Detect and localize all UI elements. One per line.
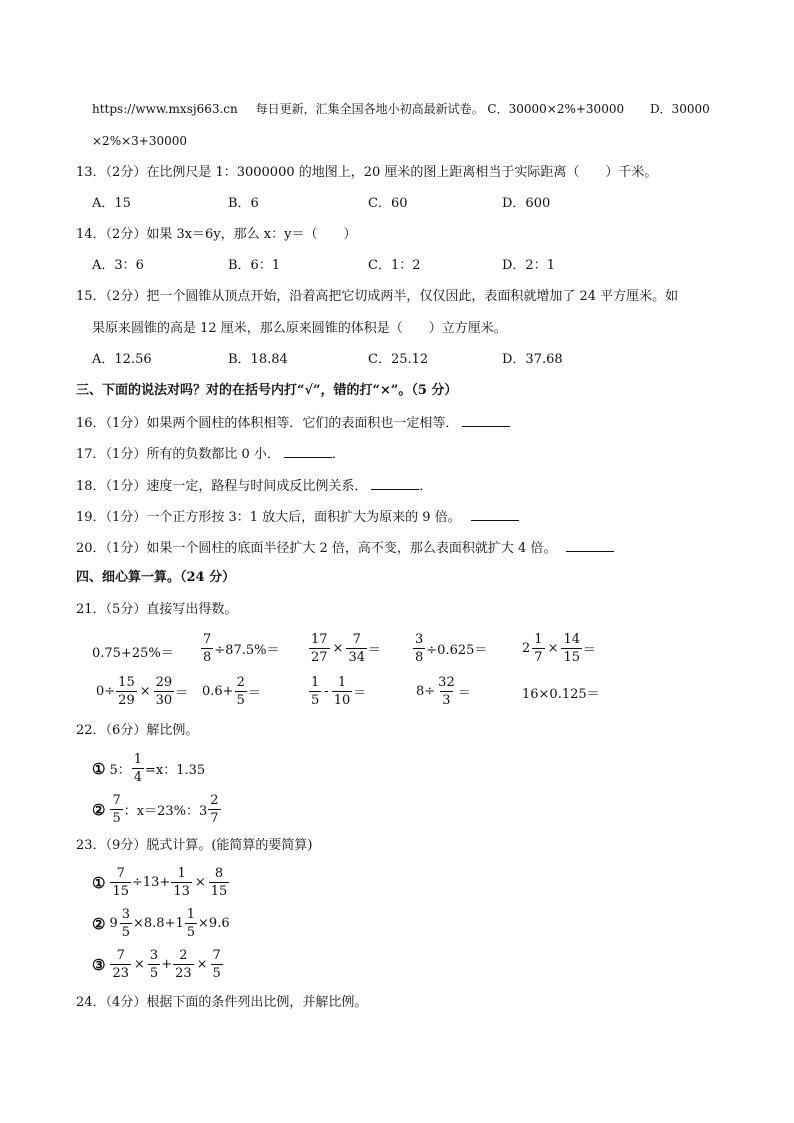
fraction: $\frac{1}{13}$ (173, 866, 190, 899)
question-19-text: 19．（1分）一个正方形按 3：1 放大后，面积扩大为原来的 9 倍。 (76, 510, 461, 525)
fraction: $\frac{7}{5}$ (112, 793, 121, 826)
q23-expr-1: ① $\frac{7}{15}$ ÷13+ $\frac{1}{13}$ × $\frac{8}{15}$ (92, 866, 228, 899)
q22-proportion-1: ① 5： $\frac{1}{4}$ =x：1.35 (92, 752, 206, 785)
fraction: $\frac{14}{15}$ (563, 632, 581, 665)
question-22: 22．（6分）解比例。 (76, 723, 199, 738)
q13-option-c: C．60 (368, 196, 408, 211)
question-16 (76, 414, 510, 432)
question-24: 24．（4分）根据下面的条件列出比例，并解比例。 (76, 995, 368, 1010)
question-14: 14．（2分）如果 3x＝6y，那么 x：y＝（ ） (76, 227, 357, 242)
fraction: $\frac{2}{7}$ (210, 793, 219, 826)
answer-blank[interactable] (471, 508, 519, 521)
fraction: $\frac{2}{5}$ (236, 675, 245, 708)
fraction: $\frac{7}{8}$ (203, 632, 212, 665)
fraction: $\frac{32}{3}$ (438, 675, 455, 708)
fraction: $\frac{8}{15}$ (210, 866, 228, 899)
q21-expr-2: $\frac{7}{8}$ ÷87.5%＝ (203, 632, 280, 665)
q21-expr-10: 16×0.125＝ (522, 686, 600, 702)
q21-expr-9: 8÷ $\frac{32}{3}$ ＝ (416, 675, 471, 708)
site-url: https://www.mxsj663.cn (92, 102, 238, 116)
q21-expr-5: 2 $\frac{1}{7}$ × $\frac{14}{15}$ ＝ (522, 632, 597, 665)
fraction: $\frac{7}{15}$ (112, 866, 129, 899)
q15-option-b: B．18.84 (228, 352, 288, 367)
question-20 (76, 539, 614, 557)
q15-option-a: A．12.56 (92, 352, 152, 367)
q12-option-c: C．30000×2%+30000 (487, 102, 625, 116)
q15-option-d: D．37.68 (502, 352, 563, 367)
q13-option-a: A．15 (92, 196, 131, 211)
q23-expr-2: ② 9 $\frac{3}{5}$ ×8.8+1 $\frac{1}{5}$ ×9.6 (92, 907, 230, 940)
question-23: 23．（9分）脱式计算。(能简算的要简算) (76, 838, 313, 853)
q22-proportion-2: ② $\frac{7}{5}$ ：x＝23%：3 $\frac{2}{7}$ (92, 793, 219, 826)
q21-expr-6: 0÷ $\frac{15}{29}$ × $\frac{29}{30}$ ＝ (96, 675, 189, 708)
answer-blank[interactable] (371, 477, 419, 490)
question-15-line2: 果原来圆锥的高是 12 厘米，那么原来圆锥的体积是（ ）立方厘米。 (92, 321, 507, 336)
q21-expr-8: $\frac{1}{5}$ - $\frac{1}{10}$ ＝ (311, 675, 367, 708)
q23-expr-3: ③ $\frac{7}{23}$ × $\frac{3}{5}$ + $\frac{2}{23}$ × $\frac{7}{5}$ (92, 948, 221, 981)
q12-option-d: D．30000 (649, 102, 710, 116)
question-19 (76, 508, 519, 526)
question-15-line1: 15．（2分）把一个圆锥从顶点开始，沿着高把它切成两半，仅仅因此，表面积就增加了 24 平方厘米。如 (76, 289, 679, 304)
answer-blank[interactable] (462, 414, 510, 427)
answer-blank[interactable] (284, 445, 332, 458)
q13-option-d: D．600 (502, 196, 551, 211)
question-21: 21．（5分）直接写出得数。 (76, 602, 238, 617)
question-20-text: 20．（1分）如果一个圆柱的底面半径扩大 2 倍，高不变，那么表面积就扩大 4 倍。 (76, 541, 557, 556)
answer-blank[interactable] (566, 539, 614, 552)
fraction: $\frac{3}{8}$ (415, 632, 424, 665)
question-18 (76, 477, 432, 495)
fraction: $\frac{1}{5}$ (186, 907, 196, 940)
q15-option-c: C．25.12 (368, 352, 429, 367)
header-line (92, 101, 710, 117)
question-16-text: 16．（1分）如果两个圆柱的体积相等．它们的表面积也一定相等． (76, 416, 459, 431)
q21-expr-1-text: 0.75+25%＝ (92, 645, 174, 661)
fraction: $\frac{17}{27}$ (311, 632, 328, 665)
q14-option-c: C．1：2 (368, 258, 421, 273)
q13-option-b: B．6 (228, 196, 259, 211)
q14-option-b: B．6：1 (228, 258, 281, 273)
question-18-text: 18．（1分）速度一定，路程与时间成反比例关系． (76, 479, 368, 494)
fraction: $\frac{3}{5}$ (121, 907, 131, 940)
question-17-tail: ． (331, 447, 345, 462)
question-17 (76, 445, 345, 463)
fraction: $\frac{7}{34}$ (348, 632, 365, 665)
q12-option-d-continued: ×2%×3+30000 (92, 134, 188, 148)
section-3-title: 三、下面的说法对吗？对的在括号内打“√”，错的打“×”。（5 分） (76, 383, 458, 398)
question-17-text: 17．（1分）所有的负数都比 0 小． (76, 447, 280, 462)
fraction: $\frac{1}{4}$ (133, 752, 143, 785)
q21-expr-4: $\frac{3}{8}$ ÷0.625＝ (415, 632, 488, 665)
fraction: $\frac{7}{5}$ (212, 948, 221, 981)
fraction: $\frac{1}{10}$ (333, 675, 351, 708)
q14-option-a: A．3：6 (92, 258, 144, 273)
q21-expr-1 (92, 636, 174, 666)
fraction: $\frac{29}{30}$ (155, 675, 173, 708)
q14-option-d: D．2：1 (502, 258, 555, 273)
fraction: $\frac{1}{7}$ (534, 632, 543, 665)
question-13: 13．（2分）在比例尺是 1：3000000 的地图上，20 厘米的图上距离相当于实际距离（ ）千米。 (76, 165, 658, 180)
fraction: $\frac{2}{23}$ (175, 948, 192, 981)
fraction: $\frac{3}{5}$ (149, 948, 159, 981)
fraction: $\frac{1}{5}$ (311, 675, 320, 708)
fraction: $\frac{7}{23}$ (112, 948, 129, 981)
q21-expr-3: $\frac{17}{27}$ × $\frac{7}{34}$ ＝ (311, 632, 382, 665)
q21-expr-7: 0.6+ $\frac{2}{5}$ ＝ (202, 675, 261, 708)
question-18-tail: ． (419, 479, 433, 494)
fraction: $\frac{15}{29}$ (118, 675, 135, 708)
site-slogan: 每日更新，汇集全国各地小初高最新试卷。 (255, 102, 484, 116)
section-4-title: 四、细心算一算。（24 分） (76, 570, 236, 585)
